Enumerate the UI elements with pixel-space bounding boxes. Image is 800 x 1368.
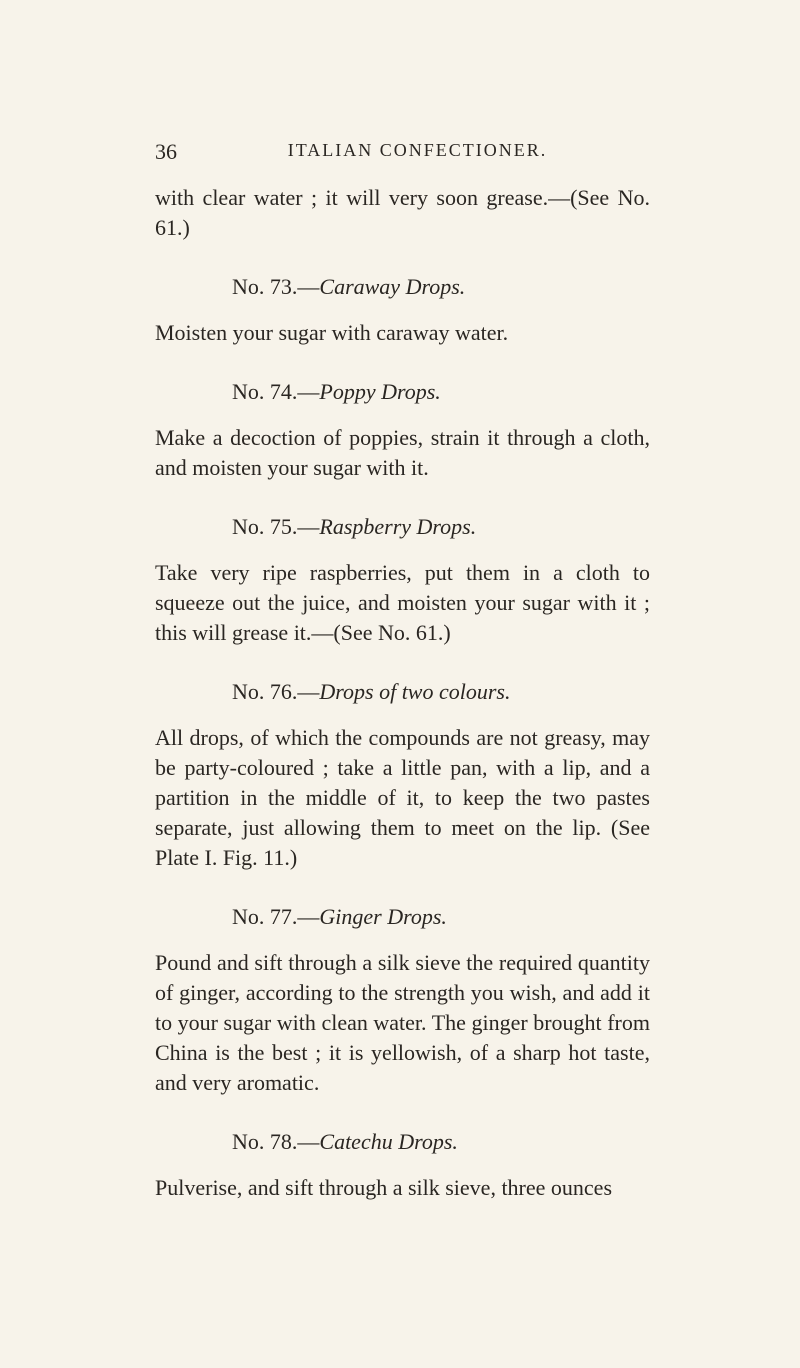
recipe-body-76: All drops, of which the compounds are not greasy, may be party-coloured ; take a little pan, with a lip, and a partition in the middle of it, to keep the two pastes separate, just allowing them to meet on the lip. (See Plate I. Fig. 11.) — [155, 725, 650, 870]
recipe-title: Drops of two colours. — [319, 679, 511, 704]
recipe-heading-78 — [155, 1127, 650, 1157]
recipe-heading-76 — [155, 677, 650, 707]
recipe-title: Poppy Drops. — [319, 379, 441, 404]
page-number: 36 — [155, 139, 177, 164]
recipe-number: No. 75.— — [232, 514, 320, 539]
recipe-heading-73 — [155, 272, 650, 302]
recipe-body-74: Make a decoction of poppies, strain it through a cloth, and moisten your sugar with it. — [155, 425, 650, 480]
recipe-number: No. 76.— — [232, 679, 320, 704]
recipe-heading-75 — [155, 512, 650, 542]
intro-paragraph: with clear water ; it will very soon grease.—(See No. 61.) — [155, 185, 650, 240]
recipe-body-73: Moisten your sugar with caraway water. — [155, 320, 509, 345]
recipe-body-77: Pound and sift through a silk sieve the required quantity of ginger, according to the strength you wish, and add it to your sugar with clean water. The ginger brought from China is the best ; it is yellowish, of a sharp hot taste, and very aromatic. — [155, 950, 650, 1095]
recipe-body-75: Take very ripe raspberries, put them in a cloth to squeeze out the juice, and moisten your sugar with it ; this will grease it.—(See No. 61.) — [155, 560, 650, 645]
running-head: ITALIAN CONFECTIONER. — [287, 140, 548, 160]
page-header — [155, 139, 650, 169]
recipe-title: Caraway Drops. — [319, 274, 466, 299]
recipe-heading-74 — [155, 377, 650, 407]
recipe-heading-77 — [155, 902, 650, 932]
recipe-number: No. 74.— — [232, 379, 320, 404]
recipe-number: No. 77.— — [232, 904, 320, 929]
page-body — [155, 183, 650, 1203]
recipe-title: Ginger Drops. — [319, 904, 447, 929]
recipe-number: No. 73.— — [232, 274, 320, 299]
recipe-title: Raspberry Drops. — [319, 514, 477, 539]
recipe-number: No. 78.— — [232, 1129, 320, 1154]
recipe-body-78: Pulverise, and sift through a silk sieve, three ounces — [155, 1175, 613, 1200]
recipe-title: Catechu Drops. — [319, 1129, 458, 1154]
